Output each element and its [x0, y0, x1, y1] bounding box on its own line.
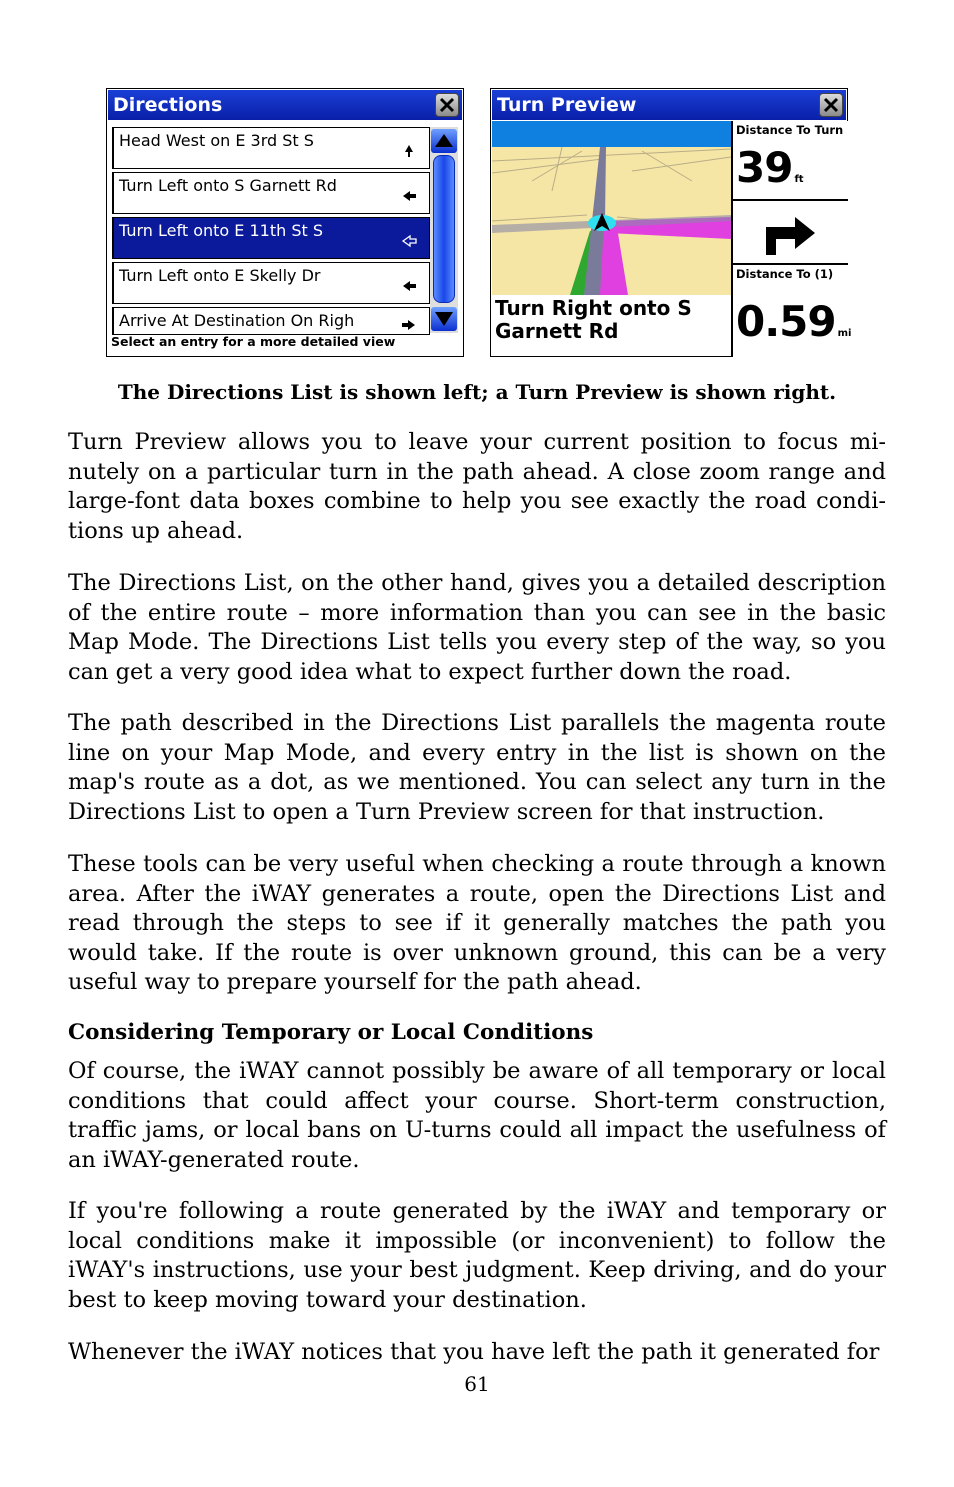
direction-text: Turn Left onto E Skelly Dr: [119, 266, 321, 285]
section-heading: Considering Temporary or Local Conditions: [68, 1020, 594, 1045]
figure-caption: The Directions List is shown left; a Turn Preview is shown right.: [117, 380, 837, 404]
distance-to-1-box: [731, 265, 852, 357]
scroll-thumb[interactable]: [433, 155, 455, 303]
map-roads: [492, 121, 731, 295]
map-view[interactable]: [492, 121, 731, 295]
chevron-up-icon: [431, 129, 457, 153]
up-arrow-icon: [401, 144, 417, 158]
left-arrow-icon: [401, 189, 417, 203]
paragraph: Of course, the iWAY cannot possibly be aware of all temporary or local conditions that could affect your course. Short-term construction, traffic jams, or local bans on U-turns could all impact the usefulness of an iWAY-generated route.: [68, 1058, 886, 1173]
direction-text: Turn Left onto E 11th St S: [119, 221, 323, 240]
turn-instruction: Turn Right onto S Garnett Rd: [495, 296, 692, 343]
left-arrow-icon: [401, 279, 417, 293]
direction-row[interactable]: [112, 307, 430, 335]
scroll-up-button[interactable]: [431, 129, 457, 153]
paragraph: The Directions List, on the other hand, gives you a detailed description of the entire route – more information than you can see in the basic Map Mode. The Directions List tells you every step of the way, so you can get a very good idea what to expect further down the road.: [68, 570, 886, 685]
directions-screenshot: [106, 88, 464, 357]
turn-right-arrow-icon: [733, 201, 850, 263]
close-icon[interactable]: [819, 93, 843, 117]
turn-preview-title-bar: [492, 90, 846, 120]
turn-preview-screenshot: [490, 88, 852, 357]
chevron-down-icon: [431, 307, 457, 331]
directions-title: Directions: [113, 94, 223, 116]
left-arrow-outline-icon: [401, 234, 417, 248]
paragraph: Turn Preview allows you to leave your current position to focus mi-nutely on a particular turn in the path ahead. A close zoom range and large-font data boxes combine to help you see exactly the road condi-tions up ahead.: [68, 429, 886, 544]
direction-text: Head West on E 3rd St S: [119, 131, 314, 150]
distance-to-1-unit: mi: [837, 328, 852, 339]
distance-to-turn-unit: ft: [794, 174, 804, 185]
distance-to-turn-label: Distance To Turn: [736, 123, 844, 137]
paragraph: If you're following a route generated by the iWAY and temporary or local conditions make it impossible (or inconvenient) to follow the iWAY's instructions, use your best judgment. Keep driving, and do your best to keep moving toward your destination.: [68, 1198, 886, 1313]
paragraph: The path described in the Directions List parallels the magenta route line on your Map Mode, and every entry in the list is shown on the map's route as a dot, as we mentioned. You can select any turn in the Directions List to open a Turn Preview screen for that instruction.: [68, 710, 886, 825]
direction-row[interactable]: [112, 127, 430, 169]
distance-to-turn-readout: [736, 143, 804, 192]
direction-text: Turn Left onto S Garnett Rd: [119, 176, 337, 195]
distance-to-turn-box: [731, 121, 848, 199]
right-arrow-icon: [401, 318, 417, 332]
scroll-down-button[interactable]: [431, 307, 457, 331]
distance-to-1-label: Distance To (1): [736, 267, 834, 281]
direction-row[interactable]: [112, 172, 430, 214]
turn-preview-title: Turn Preview: [497, 94, 637, 116]
turn-icon-box: [731, 201, 848, 263]
scrollbar[interactable]: [430, 127, 458, 333]
direction-text: Arrive At Destination On Righ: [119, 311, 355, 330]
directions-hint: Select an entry for a more detailed view: [111, 334, 396, 349]
distance-to-turn-value: 39: [736, 143, 793, 192]
close-icon[interactable]: [435, 93, 459, 117]
paragraph: These tools can be very useful when checking a route through a known area. After the iWAY generates a route, open the Directions List and read through the steps to see if it generally matches the path you would take. If the route is over unknown ground, this can be a very useful way to prepare yourself for the path ahead.: [68, 851, 886, 995]
paragraph: Whenever the iWAY notices that you have left the path it generated for: [68, 1339, 880, 1365]
direction-row-selected[interactable]: [112, 217, 430, 259]
distance-to-1-value: 0.59: [736, 297, 836, 346]
distance-to-1-readout: [736, 297, 852, 346]
page-number: 61: [464, 1372, 490, 1396]
direction-row[interactable]: [112, 262, 430, 304]
directions-title-bar: [108, 90, 462, 120]
